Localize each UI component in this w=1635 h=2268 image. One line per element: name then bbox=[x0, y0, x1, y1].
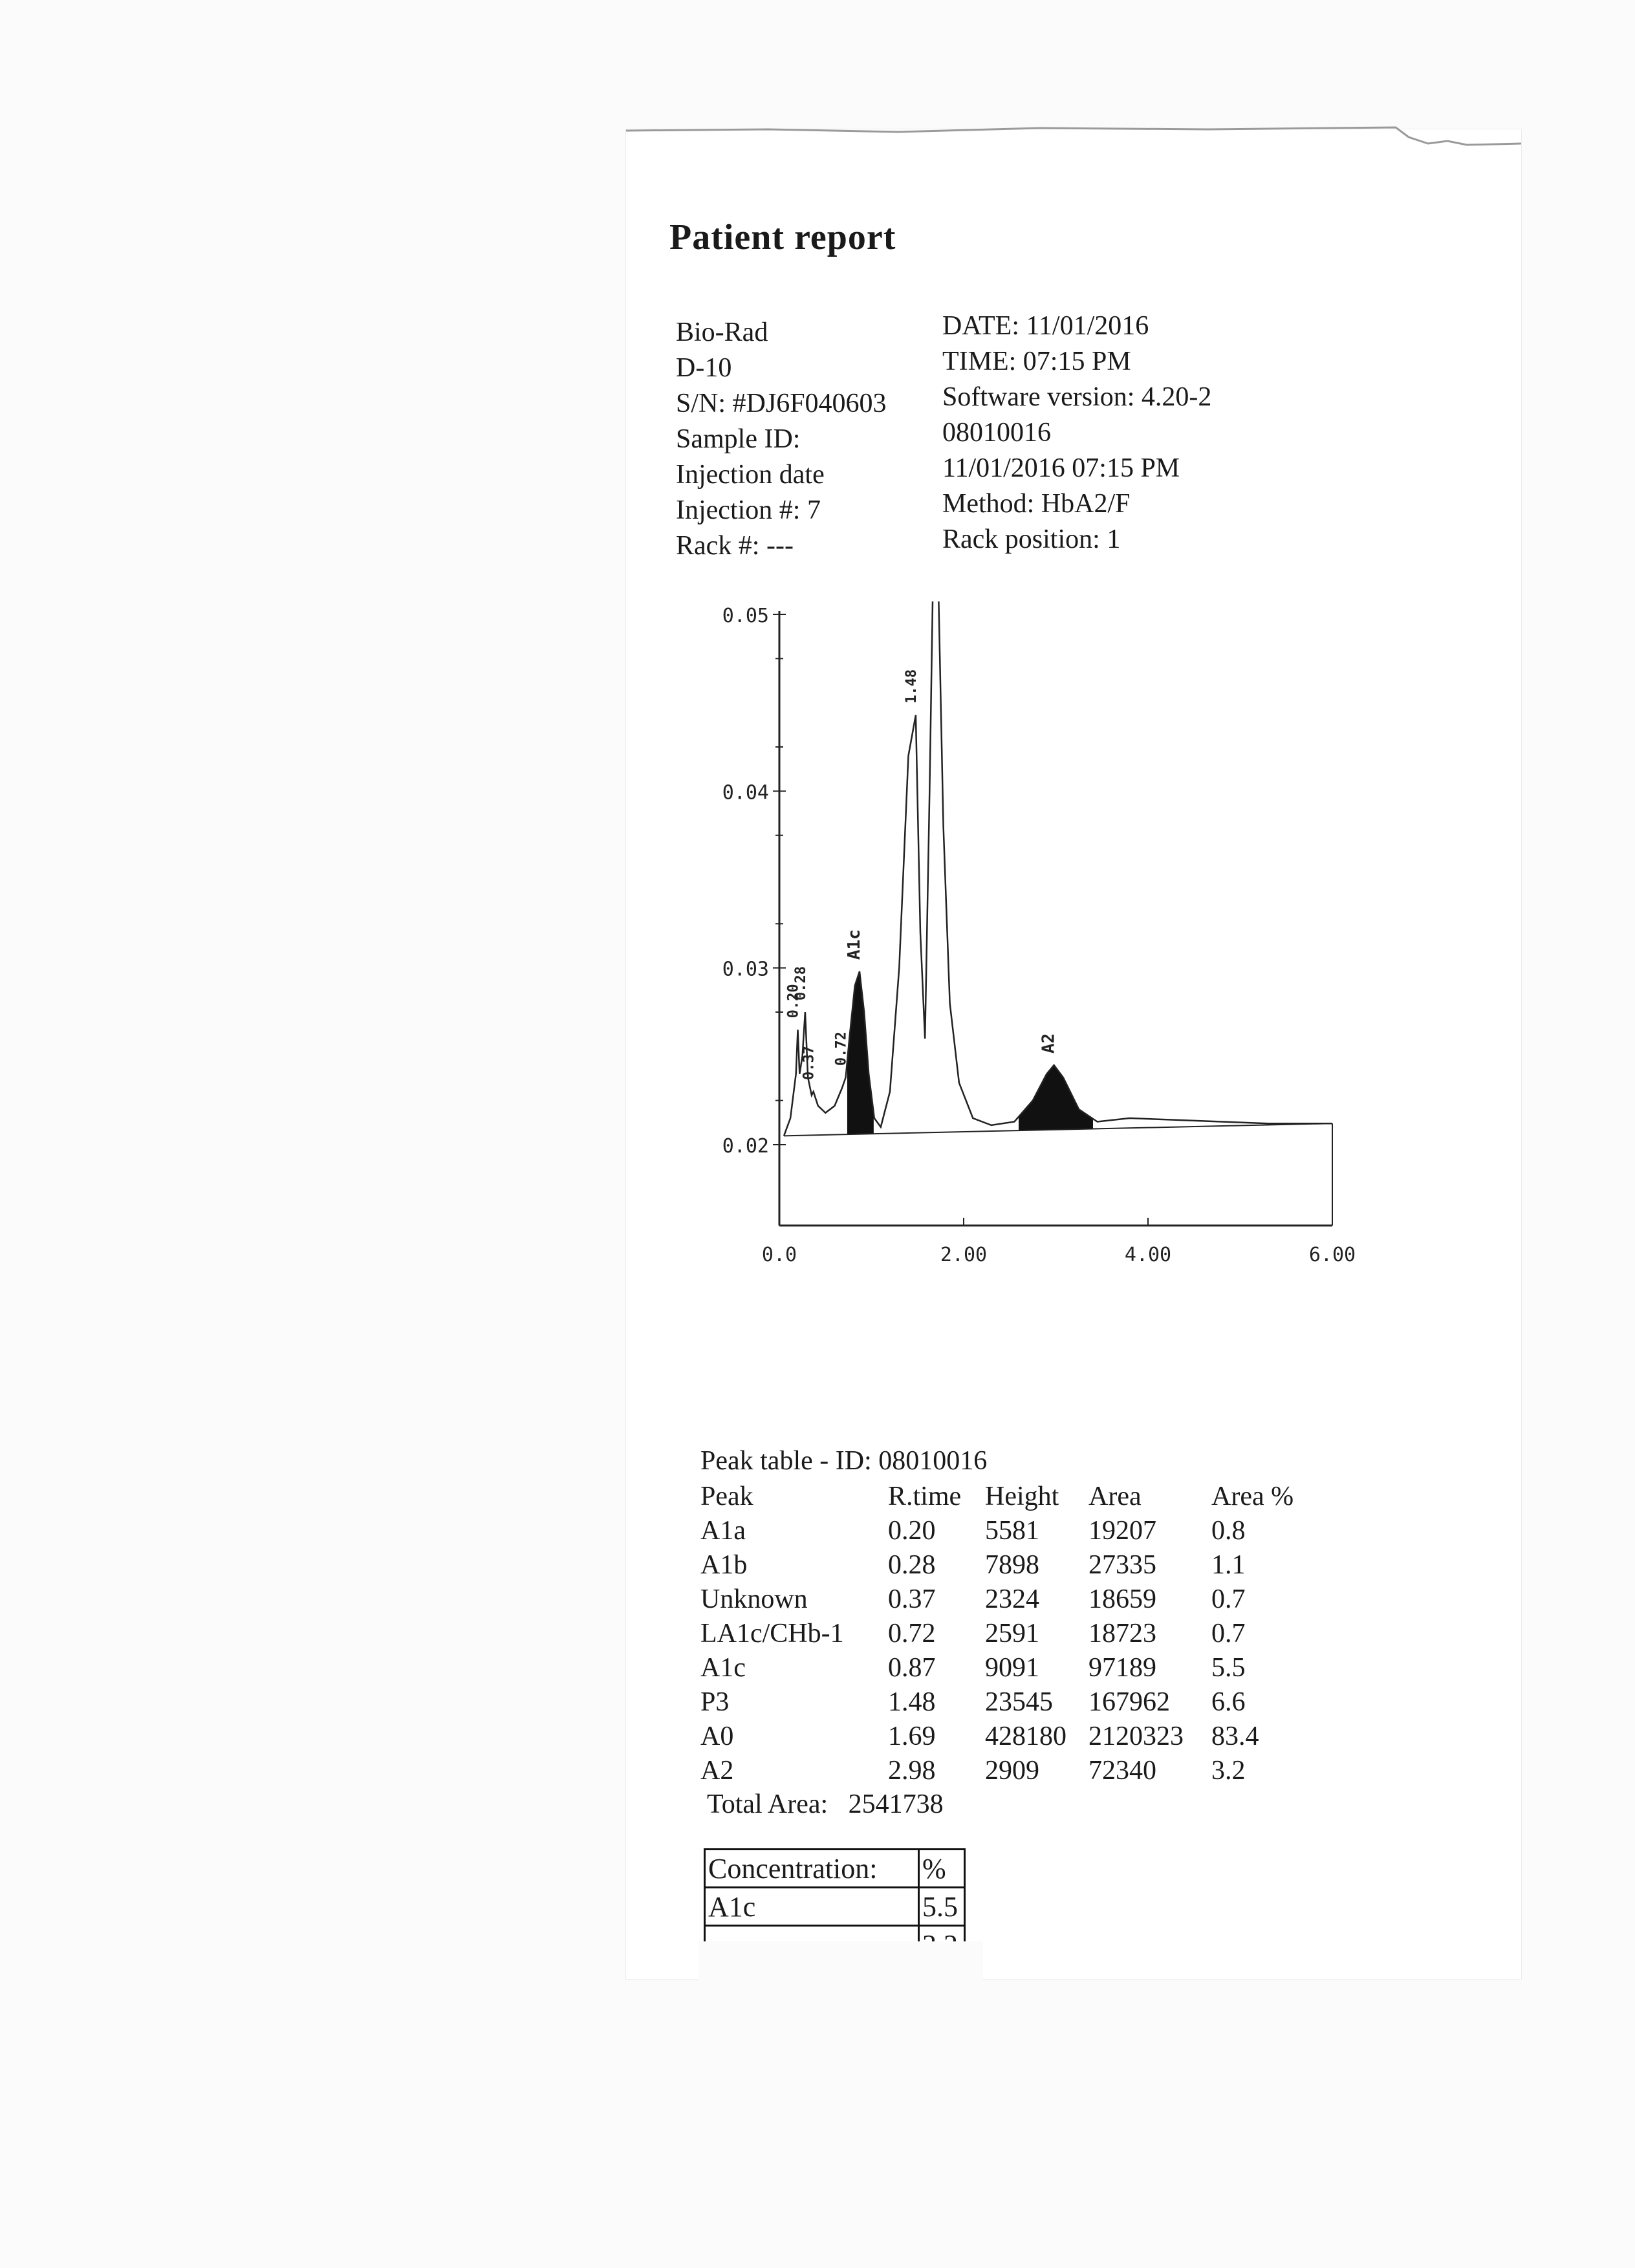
instrument-model: D-10 bbox=[676, 353, 732, 383]
peak-rtime: 1.69 bbox=[888, 1722, 936, 1751]
peak-height: 2324 bbox=[985, 1584, 1039, 1614]
table-row bbox=[700, 1755, 1321, 1789]
peak-area: 167962 bbox=[1088, 1687, 1170, 1717]
peak-rtime: 2.98 bbox=[888, 1756, 936, 1786]
header-area-percent: Area % bbox=[1211, 1482, 1294, 1511]
x-tick-label: 0.0 bbox=[761, 1244, 797, 1266]
peak-table bbox=[700, 1481, 1321, 1789]
peak-area: 27335 bbox=[1088, 1550, 1156, 1580]
table-row bbox=[700, 1652, 1321, 1687]
peak-height: 9091 bbox=[985, 1653, 1039, 1683]
peak-name: A1a bbox=[700, 1516, 746, 1546]
total-area-label: Total Area: bbox=[707, 1789, 828, 1819]
peak-rtime: 0.20 bbox=[888, 1516, 936, 1546]
peak-label: 0.28 bbox=[792, 966, 809, 1000]
peak-area-percent: 0.8 bbox=[1211, 1516, 1246, 1546]
peak-rtime: 0.87 bbox=[888, 1653, 936, 1683]
peak-name: A2 bbox=[700, 1756, 734, 1786]
serial-number: S/N: #DJ6F040603 bbox=[676, 389, 887, 418]
filled-peak-a1c bbox=[847, 971, 873, 1134]
peak-name: A1b bbox=[700, 1550, 748, 1580]
peak-label: A1c bbox=[844, 929, 864, 960]
rack-number: Rack #: --- bbox=[676, 531, 794, 561]
peak-label: 1.48 bbox=[903, 669, 920, 704]
table-row bbox=[700, 1618, 1321, 1652]
sample-id-value: 08010016 bbox=[942, 418, 1051, 448]
peak-area-percent: 0.7 bbox=[1211, 1584, 1246, 1614]
table-row bbox=[700, 1687, 1321, 1721]
injection-date-value: 11/01/2016 07:15 PM bbox=[942, 453, 1180, 483]
y-tick-label: 0.02 bbox=[722, 1135, 769, 1158]
peak-table-title: Peak table - ID: 08010016 bbox=[700, 1446, 988, 1476]
peak-name: LA1c/CHb-1 bbox=[700, 1619, 844, 1648]
peak-area: 97189 bbox=[1088, 1653, 1156, 1683]
peak-label: 0.20 bbox=[785, 984, 802, 1019]
peak-area-percent: 5.5 bbox=[1211, 1653, 1246, 1683]
peak-area: 18723 bbox=[1088, 1619, 1156, 1648]
peak-height: 7898 bbox=[985, 1550, 1039, 1580]
peak-rtime: 1.48 bbox=[888, 1687, 936, 1717]
software-version: Software version: 4.20-2 bbox=[942, 382, 1212, 412]
peak-name: Unknown bbox=[700, 1584, 808, 1614]
table-row bbox=[700, 1584, 1321, 1618]
x-tick-label: 4.00 bbox=[1124, 1244, 1172, 1266]
peak-name: P3 bbox=[700, 1687, 730, 1717]
total-area bbox=[707, 1789, 944, 1820]
peak-height: 428180 bbox=[985, 1722, 1067, 1751]
header-rtime: R.time bbox=[888, 1482, 962, 1511]
header-area: Area bbox=[1088, 1482, 1142, 1511]
concentration-value: 5.5 bbox=[919, 1888, 965, 1926]
peak-name: A0 bbox=[700, 1722, 734, 1751]
injection-date-label: Injection date bbox=[676, 460, 825, 490]
header-height: Height bbox=[985, 1482, 1059, 1511]
peak-area-percent: 6.6 bbox=[1211, 1687, 1246, 1717]
peak-height: 2909 bbox=[985, 1756, 1039, 1786]
peak-area-percent: 3.2 bbox=[1211, 1756, 1246, 1786]
peak-area: 18659 bbox=[1088, 1584, 1156, 1614]
concentration-header bbox=[705, 1850, 965, 1888]
x-tick-label: 2.00 bbox=[940, 1244, 988, 1266]
report-date: DATE: 11/01/2016 bbox=[942, 311, 1149, 341]
x-tick-label: 6.00 bbox=[1308, 1244, 1356, 1266]
peak-area-percent: 1.1 bbox=[1211, 1550, 1246, 1580]
peak-area: 72340 bbox=[1088, 1756, 1156, 1786]
header-peak: Peak bbox=[700, 1482, 753, 1511]
peak-label: 0.37 bbox=[801, 1046, 817, 1080]
sample-id-label: Sample ID: bbox=[676, 424, 801, 454]
y-tick-label: 0.03 bbox=[722, 958, 769, 981]
peak-height: 23545 bbox=[985, 1687, 1053, 1717]
concentration-analyte: A1c bbox=[705, 1888, 919, 1926]
concentration-unit: % bbox=[919, 1850, 965, 1888]
peak-height: 2591 bbox=[985, 1619, 1039, 1648]
report-title: Patient report bbox=[669, 217, 896, 257]
table-row bbox=[700, 1515, 1321, 1550]
injection-number: Injection #: 7 bbox=[676, 495, 821, 525]
peak-area: 19207 bbox=[1088, 1516, 1156, 1546]
rack-position: Rack position: 1 bbox=[942, 524, 1121, 554]
table-row bbox=[700, 1550, 1321, 1584]
chromatogram-chart bbox=[698, 601, 1378, 1280]
method: Method: HbA2/F bbox=[942, 489, 1131, 519]
concentration-label: Concentration: bbox=[705, 1850, 919, 1888]
peak-name: A1c bbox=[700, 1653, 746, 1683]
report-time: TIME: 07:15 PM bbox=[942, 347, 1131, 376]
y-tick-label: 0.04 bbox=[722, 781, 769, 805]
peak-rtime: 0.28 bbox=[888, 1550, 936, 1580]
peak-label: A2 bbox=[1039, 1033, 1059, 1053]
instrument-brand: Bio-Rad bbox=[676, 318, 768, 347]
peak-table-header bbox=[700, 1481, 1321, 1515]
peak-height: 5581 bbox=[985, 1516, 1039, 1546]
torn-edge bbox=[626, 122, 1521, 147]
y-tick-label: 0.05 bbox=[722, 605, 769, 627]
peak-rtime: 0.72 bbox=[888, 1619, 936, 1648]
filled-peak-a2 bbox=[1019, 1065, 1093, 1130]
peak-area-percent: 83.4 bbox=[1211, 1722, 1259, 1751]
peak-rtime: 0.37 bbox=[888, 1584, 936, 1614]
peak-area-percent: 0.7 bbox=[1211, 1619, 1246, 1648]
table-row bbox=[700, 1721, 1321, 1755]
paper-cutoff bbox=[698, 1941, 983, 2019]
peak-area: 2120323 bbox=[1088, 1722, 1184, 1751]
total-area-value: 2541738 bbox=[848, 1789, 944, 1819]
table-row bbox=[705, 1888, 965, 1926]
peak-label: 0.72 bbox=[833, 1031, 850, 1066]
